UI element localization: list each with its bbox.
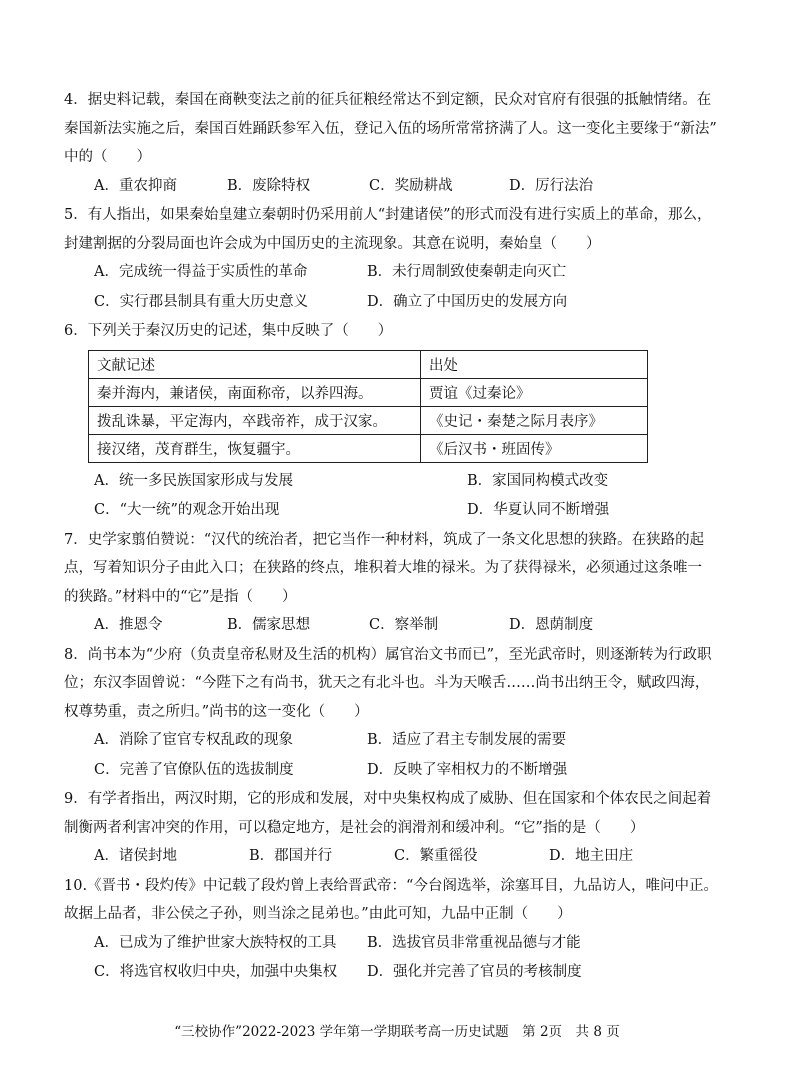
- question-5-options: [64, 258, 734, 317]
- option-a: A．已成为了维护世家大族特权的工具: [94, 934, 337, 951]
- option-b: B．未行周制致使秦朝走向灭亡: [367, 264, 567, 280]
- option-c: C．奖励耕战: [369, 177, 453, 194]
- option-c: C．完善了官僚队伍的选拔制度: [94, 761, 294, 778]
- table-row: [89, 378, 648, 406]
- question-7-line-2: 点，写着知识分子由此入口；在狭路的终点，堆积着大堆的禄米。为了获得禄米，必须通过这条唯一: [64, 560, 702, 576]
- option-d: D．恩荫制度: [509, 617, 594, 633]
- table-cell: 接汉绪，茂育群生，恢复疆宇。: [89, 434, 421, 462]
- question-9-options: [64, 842, 734, 872]
- question-8: [64, 641, 734, 786]
- question-6-options: [64, 467, 734, 526]
- question-5-line-1: 5．有人指出，如果秦始皇建立秦朝时仍采用前人“封建诸侯”的形式而没有进行实质上的革命，那么，: [64, 207, 712, 223]
- option-d: D．华夏认同不断增强: [467, 502, 610, 518]
- option-a: A．完成统一得益于实质性的革命: [94, 264, 308, 280]
- question-9-line-2: 制衡两者利害冲突的作用，可以稳定地方，是社会的润滑剂和缓冲利。“它”指的是（ ）: [64, 819, 645, 836]
- question-8-line-2: 位；东汉李固曾说：“今陛下之有尚书，犹天之有北斗也。斗为天喉舌……尚书出纳王令，赋政四海，: [64, 675, 710, 691]
- question-10-line-2: 故据上品者，非公侯之子孙，则当涂之昆弟也。”由此可知，九品中正制（ ）: [64, 906, 572, 922]
- table-cell: 贾谊《过秦论》: [421, 378, 648, 406]
- table-header-cell: 出处: [421, 350, 648, 378]
- table-row: [89, 434, 648, 462]
- option-d: D．强化并完善了官员的考核制度: [367, 964, 582, 980]
- question-8-options: [64, 726, 734, 785]
- option-d: D．地主田庄: [549, 848, 634, 864]
- option-a: A．诸侯封地: [94, 848, 177, 864]
- option-b: B．选拔官员非常重视品德与才能: [367, 934, 581, 951]
- question-7-line-3: 的狭路。”材料中的“它”是指（ ）: [64, 588, 297, 605]
- question-7-options: [64, 611, 734, 641]
- option-d: D．厉行法治: [509, 177, 594, 194]
- table-header-cell: 文献记述: [89, 350, 421, 378]
- option-b: B．家国同构模式改变: [467, 472, 609, 489]
- table-header-row: [89, 350, 648, 378]
- source-table: [88, 350, 648, 463]
- question-10-options: [64, 929, 734, 988]
- option-c: C．“大一统”的观念开始出现: [94, 502, 280, 518]
- option-a: A．统一多民族国家形成与发展: [94, 472, 293, 489]
- option-c: C．将选官权收归中央，加强中央集权: [94, 964, 338, 980]
- table-cell: 拨乱诛暴，平定海内，卒践帝祚，成于汉家。: [89, 406, 421, 434]
- question-9-line-1: 9．有学者指出，两汉时期，它的形成和发展，对中央集权构成了威胁、但在国家和个体农民之间起着: [64, 791, 712, 807]
- question-6: [64, 317, 734, 526]
- question-8-line-3: 权尊势重，责之所归。”尚书的这一变化（ ）: [64, 703, 369, 720]
- table-row: [89, 406, 648, 434]
- option-b: B．废除特权: [227, 177, 311, 194]
- option-b: B．儒家思想: [227, 617, 311, 633]
- question-8-line-1: 8．尚书本为“少府（负责皇帝私财及生活的机构）属官治文书而已”，至光武帝时，则逐渐转为行政职: [64, 646, 712, 663]
- option-b: B．适应了君主专制发展的需要: [367, 732, 567, 748]
- table-cell: 秦并海内，兼诸侯，南面称帝，以养四海。: [89, 378, 421, 406]
- table-cell: 《史记・秦楚之际月表序》: [421, 406, 648, 434]
- option-b: B．郡国并行: [249, 848, 333, 864]
- question-5: [64, 201, 734, 317]
- question-5-line-2: 封建割据的分裂局面也许会成为中国历史的主流现象。其意在说明，秦始皇（ ）: [64, 235, 601, 252]
- table-cell: 《后汉书・班固传》: [421, 434, 648, 462]
- question-7: [64, 526, 734, 641]
- option-a: A．重农抑商: [94, 177, 177, 194]
- question-4: [64, 86, 734, 201]
- question-4-line-3: 中的（ ）: [64, 149, 151, 165]
- option-c: C．繁重徭役: [394, 848, 478, 864]
- option-d: D．反映了宰相权力的不断增强: [367, 761, 568, 778]
- question-6-line-1: 6．下列关于秦汉历史的记述，集中反映了（ ）: [64, 323, 393, 339]
- question-10: [64, 872, 734, 988]
- question-10-line-1: 10.《晋书・段灼传》中记载了段灼曾上表给晋武帝：“今台阁选举，涂塞耳目，九品访人，唯问中正。: [64, 877, 718, 894]
- exam-content: [64, 86, 734, 988]
- option-d: D．确立了中国历史的发展方向: [367, 293, 568, 310]
- question-7-line-1: 7．史学家翦伯赞说：“汉代的统治者，把它当作一种材料，筑成了一条文化思想的狭路。在狭路的起: [64, 531, 705, 548]
- question-9: [64, 785, 734, 872]
- question-4-line-2: 秦国新法实施之后，秦国百姓踊跃参军入伍，登记入伍的场所常常挤满了人。这一变化主要缘于“新法”: [64, 120, 717, 137]
- option-a: A．推恩令: [94, 617, 163, 633]
- option-c: C．实行郡县制具有重大历史意义: [94, 293, 309, 310]
- question-4-options: [64, 172, 734, 202]
- option-c: C．察举制: [369, 617, 439, 633]
- option-a: A．消除了宦官专权乱政的现象: [94, 732, 293, 748]
- question-4-line-1: 4．据史料记载，秦国在商鞅变法之前的征兵征粮经常达不到定额，民众对官府有很强的抵触情绪。在: [64, 92, 712, 108]
- page-footer: “三校协作”2022-2023 学年第一学期联考高一历史试题 第 2页 共 8 页: [174, 1024, 620, 1040]
